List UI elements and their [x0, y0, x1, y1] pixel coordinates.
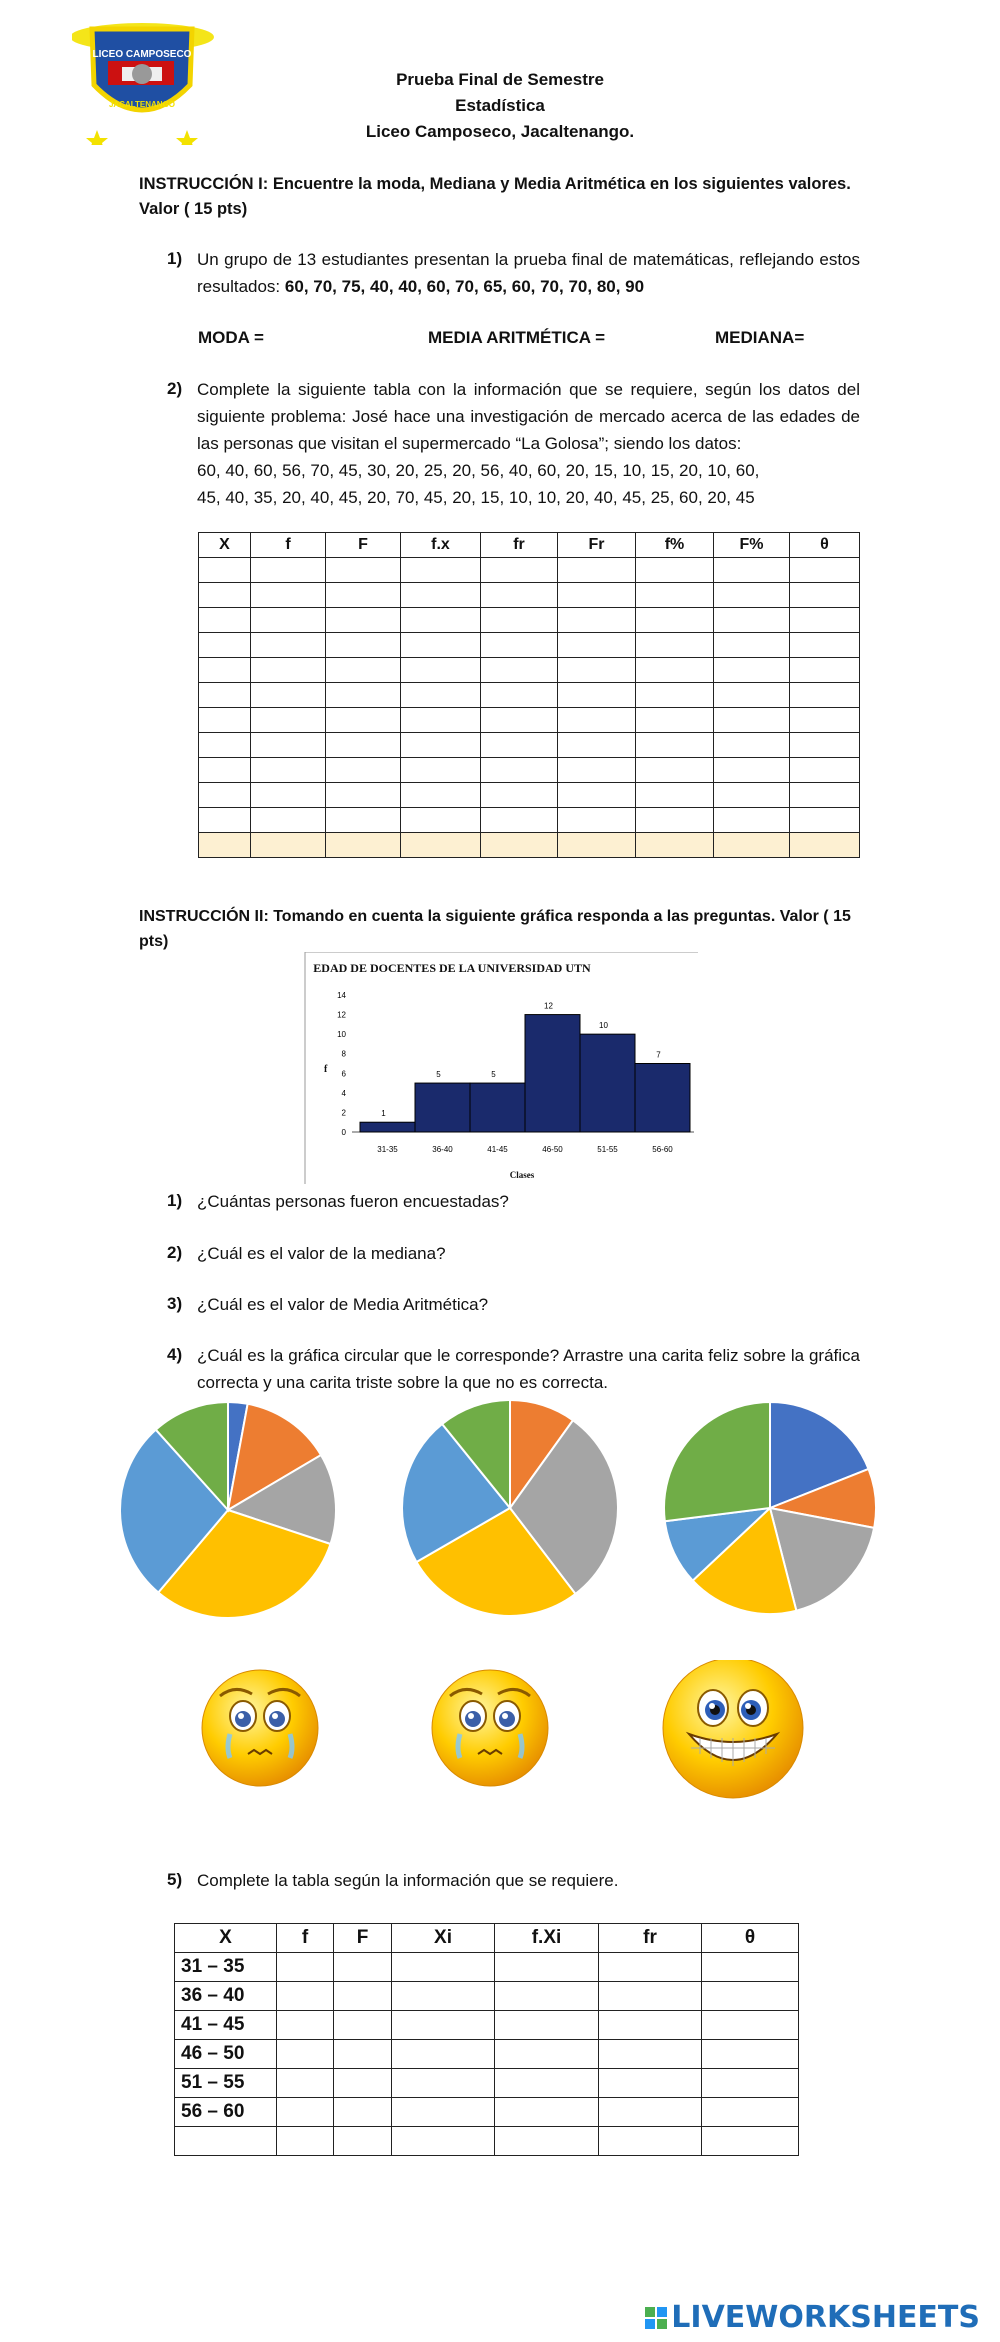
table-1-cell[interactable]: [790, 808, 860, 833]
table-1-cell[interactable]: [790, 708, 860, 733]
table-1-cell[interactable]: [481, 608, 558, 633]
table-1-cell[interactable]: [714, 758, 790, 783]
table-2-cell[interactable]: [495, 2069, 599, 2098]
question-2-text: ¿Cuál es el valor de la mediana?: [197, 1244, 446, 1263]
table-1-cell[interactable]: [326, 683, 401, 708]
liveworksheets-brand: LIVEWORKSHEETS: [671, 2300, 980, 2335]
chart-data-label: 7: [656, 1050, 661, 1060]
table-1-cell[interactable]: [790, 633, 860, 658]
chart-data-label: 5: [491, 1070, 496, 1080]
table-2-cell[interactable]: [277, 1982, 334, 2011]
table-1-cell[interactable]: [636, 758, 714, 783]
table-1-row: [199, 783, 860, 808]
happy-face-icon[interactable]: [663, 1660, 803, 1798]
table-2-cell[interactable]: [495, 2127, 599, 2156]
pie-charts: [110, 1400, 890, 1630]
table-1-cell[interactable]: [251, 583, 326, 608]
table-1-cell[interactable]: [199, 683, 251, 708]
table-1-cell[interactable]: [714, 808, 790, 833]
table-2-cell[interactable]: [392, 1982, 495, 2011]
chart-data-label: 10: [599, 1021, 608, 1031]
table-1-cell[interactable]: [401, 608, 481, 633]
table-1-cell[interactable]: [401, 658, 481, 683]
question-5-number: 5): [167, 1870, 183, 1889]
table-1-cell[interactable]: [199, 733, 251, 758]
table-1-cell[interactable]: [326, 808, 401, 833]
chart-bar: [415, 1083, 470, 1132]
table-1-cell[interactable]: [636, 583, 714, 608]
table-1-cell[interactable]: [326, 608, 401, 633]
table-2-cell[interactable]: [334, 2098, 392, 2127]
table-1-cell[interactable]: [199, 608, 251, 633]
table-2-cell[interactable]: [277, 1953, 334, 1982]
table-1-cell[interactable]: [251, 708, 326, 733]
table-1-cell[interactable]: [481, 658, 558, 683]
question-3-text: ¿Cuál es el valor de Media Aritmética?: [197, 1295, 489, 1314]
table-2-cell[interactable]: [599, 2127, 702, 2156]
table-1-row: [199, 708, 860, 733]
table-1-cell[interactable]: [714, 583, 790, 608]
table-1-row: [199, 658, 860, 683]
table-1-header: F: [326, 533, 401, 558]
table-1-cell[interactable]: [401, 733, 481, 758]
table-1-cell[interactable]: [790, 658, 860, 683]
table-1-row: [199, 633, 860, 658]
table-1-row: [199, 758, 860, 783]
table-1-cell[interactable]: [251, 558, 326, 583]
table-1-cell[interactable]: [401, 833, 481, 858]
chart-bar: [525, 1015, 580, 1132]
question-1-statement: Un grupo de 13 estudiantes presentan la prueba final de matemáticas, reflejando estos resultados:: [197, 250, 860, 296]
table-1-cell[interactable]: [714, 708, 790, 733]
table-1-header: Fr: [558, 533, 636, 558]
logo-text-top: LICEO CAMPOSECO: [92, 49, 192, 60]
table-2-header: f: [277, 1924, 334, 1953]
chart-y-tick: 14: [337, 991, 346, 1000]
chart-x-tick: 51-55: [597, 1145, 618, 1154]
table-1-cell[interactable]: [790, 583, 860, 608]
question-4-text: ¿Cuál es la gráfica circular que le corresponde? Arrastre una carita feliz sobre la gráfica correcta y una carita triste sobre la que no es correcta.: [197, 1346, 860, 1392]
table-1-cell[interactable]: [199, 808, 251, 833]
table-2-cell[interactable]: [599, 2011, 702, 2040]
table-2-header: Xi: [392, 1924, 495, 1953]
table-2-cell[interactable]: [702, 1982, 799, 2011]
table-1-cell[interactable]: [714, 833, 790, 858]
chart-data-label: 1: [381, 1109, 386, 1119]
table-2-row: [175, 2127, 799, 2156]
table-2-class-label: 36 – 40: [175, 1982, 277, 2011]
table-1-cell[interactable]: [558, 583, 636, 608]
table-2-cell[interactable]: [702, 2040, 799, 2069]
sad-face-icon[interactable]: [202, 1670, 318, 1786]
table-2-cell[interactable]: [599, 1953, 702, 1982]
table-1-cell[interactable]: [481, 833, 558, 858]
table-1-cell[interactable]: [636, 658, 714, 683]
table-2-cell[interactable]: [334, 2127, 392, 2156]
table-2-header: f.Xi: [495, 1924, 599, 1953]
table-1-cell[interactable]: [251, 683, 326, 708]
question-3-number: 3): [167, 1294, 183, 1313]
table-1-cell[interactable]: [481, 708, 558, 733]
table-1-cell[interactable]: [714, 733, 790, 758]
table-2-header: θ: [702, 1924, 799, 1953]
table-2-class-label: 46 – 50: [175, 2040, 277, 2069]
chart-x-tick: 31-35: [377, 1145, 398, 1154]
table-1-cell[interactable]: [481, 783, 558, 808]
table-1-cell[interactable]: [558, 833, 636, 858]
question-5-text: Complete la tabla según la información que se requiere.: [197, 1871, 619, 1890]
table-2-cell[interactable]: [702, 2069, 799, 2098]
table-1-header-row: [199, 533, 860, 558]
table-1-header: f: [251, 533, 326, 558]
table-1-cell[interactable]: [326, 708, 401, 733]
table-1-cell[interactable]: [790, 608, 860, 633]
table-1-cell[interactable]: [558, 633, 636, 658]
table-1-cell[interactable]: [714, 683, 790, 708]
logo-text-bottom: JACALTENANGO: [108, 100, 176, 109]
chart-y-tick: 4: [341, 1088, 346, 1098]
table-1-cell[interactable]: [636, 708, 714, 733]
table-1-cell[interactable]: [251, 758, 326, 783]
table-1-header: F%: [714, 533, 790, 558]
table-1-cell[interactable]: [558, 783, 636, 808]
liveworksheets-icon: [645, 2307, 667, 2329]
chart-y-label: f: [324, 1064, 328, 1075]
table-1-cell[interactable]: [636, 608, 714, 633]
table-2-cell[interactable]: [334, 2011, 392, 2040]
table-2-cell[interactable]: [495, 2098, 599, 2127]
table-2-cell[interactable]: [334, 1982, 392, 2011]
instruction-1-line2: Valor ( 15 pts): [139, 200, 248, 218]
table-1-cell[interactable]: [636, 733, 714, 758]
table-1-row: [199, 583, 860, 608]
table-2-cell[interactable]: [702, 2098, 799, 2127]
table-1-cell[interactable]: [481, 558, 558, 583]
table-2-class-label: [175, 2127, 277, 2156]
table-2-cell[interactable]: [277, 2040, 334, 2069]
table-1-cell[interactable]: [714, 783, 790, 808]
header-subject: Estadística: [455, 96, 545, 115]
table-1-cell[interactable]: [790, 683, 860, 708]
table-1-row: [199, 608, 860, 633]
question-1-values: 60, 70, 75, 40, 40, 60, 70, 65, 60, 70, 70, 80, 90: [284, 277, 645, 296]
table-1-cell[interactable]: [636, 683, 714, 708]
instruction-1: [139, 172, 864, 222]
chart-x-tick: 41-45: [487, 1145, 508, 1154]
table-1-cell[interactable]: [401, 558, 481, 583]
table-2-class-label: 56 – 60: [175, 2098, 277, 2127]
table-2-cell[interactable]: [277, 2127, 334, 2156]
pie-2[interactable]: [402, 1400, 618, 1616]
table-2-cell[interactable]: [495, 2040, 599, 2069]
table-1-cell[interactable]: [326, 733, 401, 758]
chart-title: EDAD DE DOCENTES DE LA UNIVERSIDAD UTN: [313, 961, 591, 975]
table-2-row: [175, 1953, 799, 1982]
table-1-cell[interactable]: [326, 583, 401, 608]
question-1-number: 1): [167, 1191, 183, 1210]
table-1-cell[interactable]: [401, 758, 481, 783]
frequency-table-1: [198, 532, 860, 858]
table-1-cell[interactable]: [326, 558, 401, 583]
table-1-cell[interactable]: [790, 558, 860, 583]
table-1-cell[interactable]: [401, 808, 481, 833]
table-1-cell[interactable]: [326, 783, 401, 808]
chart-x-tick: 56-60: [652, 1145, 673, 1154]
question-1-number: 1): [167, 249, 183, 268]
table-1-row: [199, 833, 860, 858]
table-2-cell[interactable]: [392, 2098, 495, 2127]
table-2-cell[interactable]: [334, 1953, 392, 1982]
frequency-table-2: [174, 1923, 799, 2156]
table-2-header: X: [175, 1924, 277, 1953]
table-2-cell[interactable]: [495, 1982, 599, 2011]
table-1-cell[interactable]: [714, 658, 790, 683]
table-2-cell[interactable]: [599, 1982, 702, 2011]
table-1-cell[interactable]: [558, 758, 636, 783]
table-2-cell[interactable]: [392, 1953, 495, 1982]
question-2-number: 2): [167, 1243, 183, 1262]
table-1-cell[interactable]: [199, 633, 251, 658]
chart-bar: [360, 1122, 415, 1132]
table-2-cell[interactable]: [392, 2040, 495, 2069]
table-1-cell[interactable]: [199, 833, 251, 858]
table-1-cell[interactable]: [558, 558, 636, 583]
table-1-cell[interactable]: [199, 658, 251, 683]
chart-y-tick: 12: [337, 1010, 346, 1020]
table-1-cell[interactable]: [481, 758, 558, 783]
table-1-cell[interactable]: [251, 633, 326, 658]
table-2-cell[interactable]: [702, 2011, 799, 2040]
table-2-cell[interactable]: [702, 1953, 799, 1982]
mediana-label: MEDIANA=: [715, 328, 805, 347]
table-1-header: θ: [790, 533, 860, 558]
table-1-cell[interactable]: [481, 683, 558, 708]
table-2-cell[interactable]: [599, 2098, 702, 2127]
table-1-row: [199, 558, 860, 583]
table-1-cell[interactable]: [199, 583, 251, 608]
moda-label: MODA =: [198, 328, 264, 347]
table-2-cell[interactable]: [277, 2011, 334, 2040]
table-1-cell[interactable]: [251, 808, 326, 833]
table-2-cell[interactable]: [334, 2069, 392, 2098]
table-1-cell[interactable]: [401, 583, 481, 608]
table-1-cell[interactable]: [326, 658, 401, 683]
chart-y-tick: 6: [341, 1069, 346, 1079]
table-2-header-row: [175, 1924, 799, 1953]
table-1-cell[interactable]: [251, 733, 326, 758]
table-1-cell[interactable]: [199, 708, 251, 733]
chart-bar: [580, 1034, 635, 1132]
table-1-cell[interactable]: [481, 633, 558, 658]
chart-data-label: 12: [544, 1001, 553, 1011]
table-1-cell[interactable]: [714, 633, 790, 658]
question-1-text: [197, 246, 860, 300]
table-2-class-label: 31 – 35: [175, 1953, 277, 1982]
table-1-cell[interactable]: [401, 683, 481, 708]
chart-data-label: 5: [436, 1070, 441, 1080]
table-1-cell[interactable]: [790, 733, 860, 758]
table-1-cell[interactable]: [558, 683, 636, 708]
table-1-cell[interactable]: [636, 783, 714, 808]
table-1-cell[interactable]: [558, 658, 636, 683]
table-1-header: f.x: [401, 533, 481, 558]
table-2-cell[interactable]: [392, 2127, 495, 2156]
question-2-data-line1: 60, 40, 60, 56, 70, 45, 30, 20, 25, 20, 56, 40, 60, 20, 15, 10, 15, 20, 10, 60,: [197, 461, 760, 480]
table-1-cell[interactable]: [401, 633, 481, 658]
table-2-header: F: [334, 1924, 392, 1953]
table-1-cell[interactable]: [326, 633, 401, 658]
question-4-number: 4): [167, 1345, 183, 1364]
chart-bar: [470, 1083, 525, 1132]
table-2-cell[interactable]: [392, 2011, 495, 2040]
question-1-text: ¿Cuántas personas fueron encuestadas?: [197, 1192, 509, 1211]
table-1-cell[interactable]: [636, 808, 714, 833]
chart-y-tick: 2: [341, 1108, 346, 1118]
pie-1[interactable]: [120, 1402, 336, 1618]
chart-y-tick: 0: [341, 1128, 346, 1137]
table-1-row: [199, 808, 860, 833]
table-2-cell[interactable]: [495, 1953, 599, 1982]
table-2-row: [175, 2040, 799, 2069]
table-1-header: fr: [481, 533, 558, 558]
header-title: Prueba Final de Semestre: [396, 70, 604, 89]
media-label: MEDIA ARITMÉTICA =: [428, 328, 606, 347]
table-1-cell[interactable]: [199, 783, 251, 808]
table-1-cell[interactable]: [636, 558, 714, 583]
table-1-cell[interactable]: [401, 708, 481, 733]
table-2-cell[interactable]: [495, 2011, 599, 2040]
table-1-cell[interactable]: [251, 833, 326, 858]
table-1-cell[interactable]: [481, 583, 558, 608]
table-2-cell[interactable]: [599, 2069, 702, 2098]
table-1-cell[interactable]: [790, 833, 860, 858]
table-2-cell[interactable]: [334, 2040, 392, 2069]
table-1-cell[interactable]: [326, 833, 401, 858]
table-1-cell[interactable]: [714, 608, 790, 633]
table-1-header: X: [199, 533, 251, 558]
table-2-class-label: 51 – 55: [175, 2069, 277, 2098]
histogram-chart: [302, 952, 698, 1184]
question-2-data-line2: 45, 40, 35, 20, 40, 45, 20, 70, 45, 20, 15, 10, 10, 20, 40, 45, 25, 60, 20, 45: [197, 488, 755, 507]
emoji-faces: [190, 1660, 830, 1800]
table-1-row: [199, 683, 860, 708]
chart-x-label: Clases: [509, 1170, 535, 1180]
instruction-2: INSTRUCCIÓN II: Tomando en cuenta la siguiente gráfica responda a las preguntas. Valor ( 15 pts): [139, 908, 851, 950]
chart-bar: [635, 1064, 690, 1133]
table-1-cell[interactable]: [558, 733, 636, 758]
chart-y-tick: 8: [341, 1049, 346, 1059]
table-1-cell[interactable]: [401, 783, 481, 808]
table-2-row: [175, 1982, 799, 2011]
table-1-cell[interactable]: [481, 808, 558, 833]
table-2-class-label: 41 – 45: [175, 2011, 277, 2040]
table-1-cell[interactable]: [558, 608, 636, 633]
table-1-cell[interactable]: [790, 783, 860, 808]
table-1-cell[interactable]: [251, 658, 326, 683]
header-school: Liceo Camposeco, Jacaltenango.: [365, 122, 635, 141]
table-2-row: [175, 2098, 799, 2127]
table-2-row: [175, 2069, 799, 2098]
sad-face-icon[interactable]: [432, 1670, 548, 1786]
chart-x-tick: 46-50: [542, 1145, 563, 1154]
pie-3[interactable]: [664, 1402, 876, 1614]
table-1-row: [199, 733, 860, 758]
chart-x-tick: 36-40: [432, 1145, 453, 1154]
table-2-cell[interactable]: [277, 2098, 334, 2127]
table-1-cell[interactable]: [251, 608, 326, 633]
table-1-cell[interactable]: [326, 758, 401, 783]
table-1-cell[interactable]: [558, 808, 636, 833]
table-2-header: fr: [599, 1924, 702, 1953]
liveworksheets-logo: [645, 2300, 980, 2335]
table-1-cell[interactable]: [636, 633, 714, 658]
table-1-cell[interactable]: [199, 558, 251, 583]
question-2-number: 2): [167, 379, 183, 398]
table-1-cell[interactable]: [251, 783, 326, 808]
instruction-1-line1: INSTRUCCIÓN I: Encuentre la moda, Mediana y Media Aritmética en los siguientes valores.: [139, 175, 851, 193]
pie-slice: [664, 1402, 770, 1521]
table-1-cell[interactable]: [558, 708, 636, 733]
table-2-row: [175, 2011, 799, 2040]
table-1-cell[interactable]: [481, 733, 558, 758]
table-2-cell[interactable]: [277, 2069, 334, 2098]
table-2-cell[interactable]: [702, 2127, 799, 2156]
question-2-text: [197, 376, 860, 511]
chart-y-tick: 10: [337, 1030, 346, 1040]
table-1-cell[interactable]: [790, 758, 860, 783]
question-2-statement: Complete la siguiente tabla con la información que se requiere, según los datos del siguiente problema: José hace una investigación de mercado acerca de las edades de las personas que visitan el supermercado “La Golosa”; siendo los datos:: [197, 380, 860, 453]
table-2-cell[interactable]: [599, 2040, 702, 2069]
table-1-cell[interactable]: [714, 558, 790, 583]
table-1-cell[interactable]: [199, 758, 251, 783]
table-1-header: f%: [636, 533, 714, 558]
table-1-cell[interactable]: [636, 833, 714, 858]
table-2-cell[interactable]: [392, 2069, 495, 2098]
